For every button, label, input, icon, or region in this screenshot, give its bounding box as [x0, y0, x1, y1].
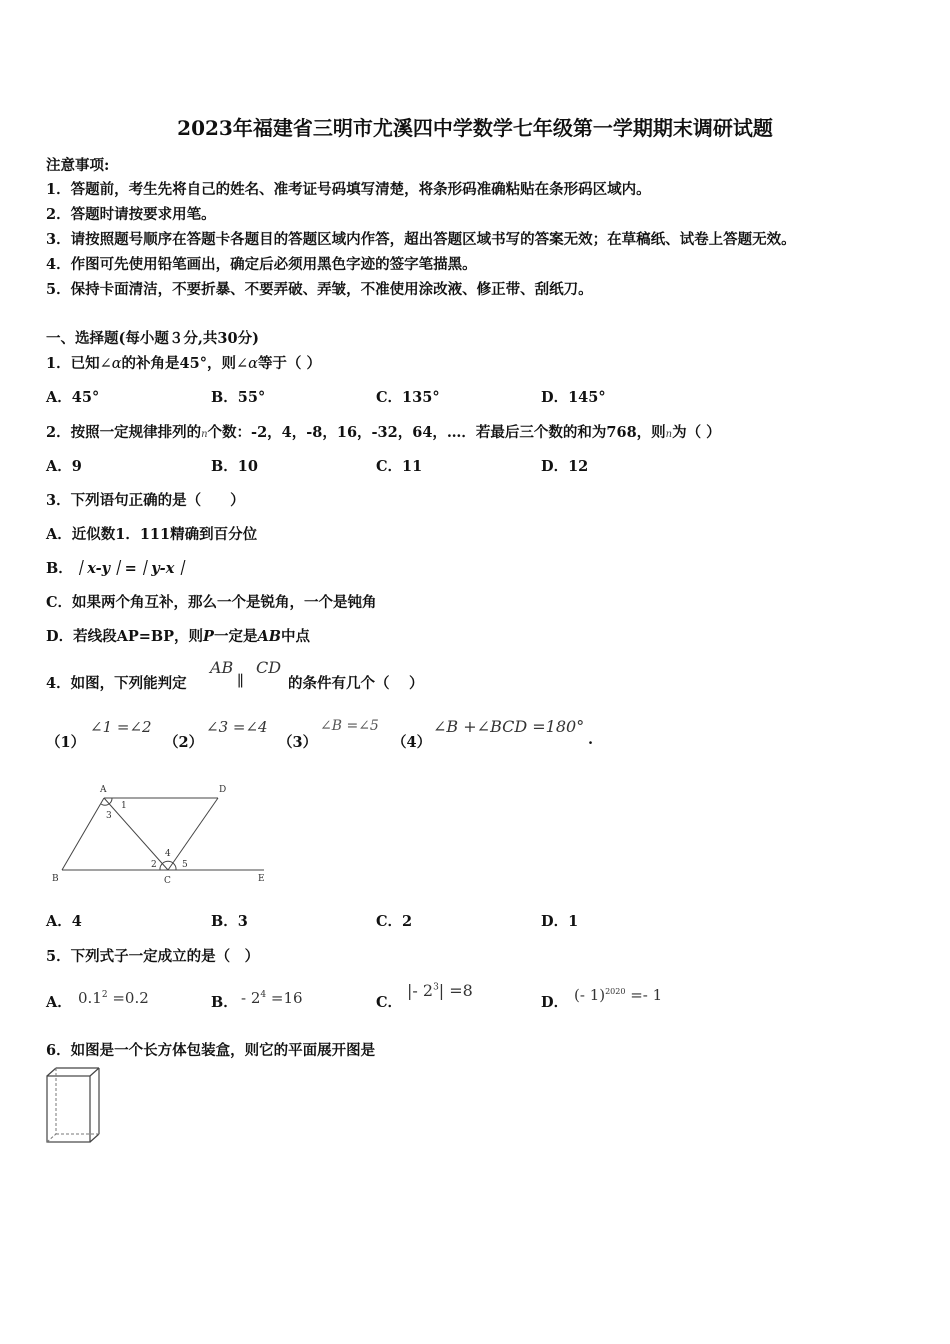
point-label: B [52, 874, 59, 884]
angle-label: 2 [151, 860, 157, 870]
question-4-suffix: 的条件有几个（ ） [288, 675, 424, 692]
angle-label: 5 [182, 860, 188, 870]
option-b-math: - $2^4 =16$ [241, 989, 303, 1007]
condition-label: （1） [46, 734, 86, 751]
option-c: C．如果两个角互补，那么一个是锐角，一个是钝角 [46, 594, 377, 611]
angle-arc-1 [109, 798, 112, 804]
hidden-edge [47, 1134, 56, 1142]
option-d-math: (- 1)$^{2020}$ =- 1 [574, 986, 663, 1004]
notice-heading: 注意事项: [46, 157, 110, 174]
option-c: C．135° [376, 389, 440, 406]
q2-prefix: 2．按照一定规律排列的 [46, 424, 202, 441]
condition-math: ∠3 =∠4 [206, 718, 268, 736]
notice-item: 2．答题时请按要求用笔。 [46, 206, 216, 223]
parallelogram-figure [46, 780, 276, 890]
option-b: B．10 [211, 458, 258, 475]
q1-prefix: 1．已知 [46, 355, 100, 372]
option-d: D．12 [541, 458, 589, 475]
option-c: C．11 [376, 458, 423, 475]
question-5: 5．下列式子一定成立的是（ ） [46, 948, 260, 965]
condition-label: （2） [164, 734, 204, 751]
option-b: B． [211, 994, 238, 1011]
angle-arc-3 [101, 804, 109, 805]
period: . [588, 731, 594, 748]
angle-label: 3 [106, 811, 112, 821]
question-2 [46, 421, 721, 442]
option-c: C． [376, 994, 403, 1011]
q1-suffix2: 等于（ ） [257, 355, 321, 372]
option-a-math: $0.1^2 =0.2$ [78, 989, 149, 1007]
parallel-symbol: ∥ [237, 672, 244, 690]
cuboid-front-face [47, 1076, 90, 1142]
option-b: B．｜x-y｜=｜y-x｜ [46, 560, 189, 577]
point-label: D [219, 785, 227, 795]
option-d: D．1 [541, 913, 579, 930]
notice-item: 4．作图可先使用铅笔画出，确定后必须用黑色字迹的签字笔描黑。 [46, 256, 477, 273]
option-b: B．3 [211, 913, 248, 930]
condition-math: ∠1 =∠2 [90, 718, 152, 736]
question-4: 4．如图，下列能判定 [46, 675, 187, 692]
option-c: C．2 [376, 913, 413, 930]
page-title: 2023年福建省三明市尤溪四中学数学七年级第一学期期末调研试题 [177, 116, 773, 140]
line-dc [168, 798, 218, 870]
segment-ab: AB [210, 658, 234, 677]
point-label: E [258, 874, 265, 884]
q2-mid: 个数：-2，4，-8，16，-32，64，…．若最后三个数的和为768，则 [207, 424, 666, 441]
option-a: A．4 [46, 913, 82, 930]
angle-alpha: ∠α [235, 356, 258, 372]
condition-math: ∠B +∠BCD =180° [433, 717, 585, 736]
angle-label: 1 [121, 801, 127, 811]
notice-item: 3．请按照题号顺序在答题卡各题目的答题区域内作答，超出答题区域书写的答案无效；在草稿纸、试卷上答题无效。 [46, 231, 796, 248]
angle-arc-4 [163, 861, 173, 863]
option-a: A．近似数1．111精确到百分位 [46, 526, 258, 543]
angle-alpha: ∠α [99, 356, 122, 372]
question-3: 3．下列语句正确的是（ ） [46, 492, 245, 509]
variable-n: n [201, 429, 208, 440]
question-6: 6．如图是一个长方体包装盒，则它的平面展开图是 [46, 1042, 376, 1059]
question-1 [46, 352, 321, 373]
option-a: A．45° [46, 389, 100, 406]
line-ab [62, 798, 104, 870]
condition-math: ∠B =∠5 [320, 718, 379, 734]
condition-label: （4） [392, 734, 432, 751]
segment-cd: CD [256, 658, 282, 677]
notice-item: 5．保持卡面清洁，不要折暴、不要弄破、弄皱，不准使用涂改液、修正带、刮纸刀。 [46, 281, 593, 298]
point-label: A [100, 785, 107, 795]
line-ac [104, 798, 168, 870]
angle-arc-2 [160, 863, 163, 870]
variable-n: n [665, 429, 673, 440]
option-b: B．55° [211, 389, 266, 406]
option-a: A． [46, 994, 72, 1011]
q2-suffix: 为（ ） [672, 424, 721, 441]
option-d: D．若线段AP=BP，则P一定是AB中点 [46, 628, 310, 645]
option-c-math: |- $2^3| =8$ [407, 981, 473, 1000]
section-heading: 一、选择题(每小题３分,共30分) [46, 330, 259, 347]
cuboid-figure [44, 1066, 104, 1146]
angle-label: 4 [165, 849, 171, 859]
option-a: A．9 [46, 458, 82, 475]
option-d: D． [541, 994, 569, 1011]
condition-label: （3） [278, 734, 318, 751]
angle-arc-5 [173, 863, 176, 870]
option-d: D．145° [541, 389, 606, 406]
notice-item: 1．答题前，考生先将自己的姓名、准考证号码填写清楚，将条形码准确粘贴在条形码区域内。 [46, 181, 651, 198]
q1-suffix: 的补角是45°，则 [121, 355, 236, 372]
point-label: C [164, 876, 171, 886]
